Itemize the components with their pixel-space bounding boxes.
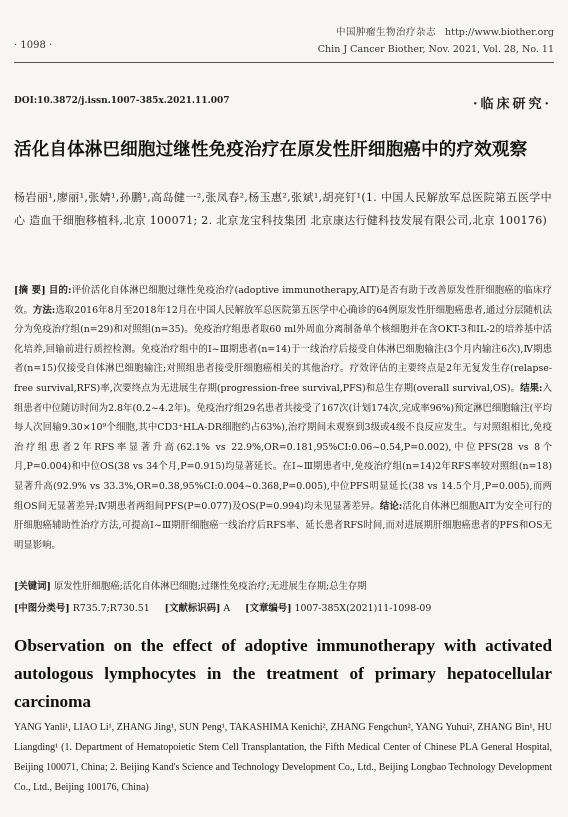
- conclusion-label: 结论:: [379, 500, 403, 512]
- conclusion-text: 活化自体淋巴细胞AIT为安全可行的肝细胞癌辅助性治疗方法,可提高Ⅰ~Ⅲ期肝细胞癌一线治疗后RFS率、延长患者RFS时间,而对进展期肝细胞癌患者的PFS和OS无明显影响。: [14, 500, 552, 551]
- page-number: · 1098 ·: [14, 40, 53, 51]
- journal-info: [318, 24, 554, 58]
- doi[interactable]: DOI:10.3872/j.issn.1007-385x.2021.11.007: [14, 96, 230, 106]
- keywords: [14, 577, 552, 597]
- methods-text: 选取2016年8月至2018年12月在中国人民解放军总医院第五医学中心确诊的64例原发性肝细胞癌患者,通过分层随机法分为免疫治疗组(n=29)和对照组(n=35)。免疫治疗组患者取60 ml外周血分离制备单个核细胞并在含OKT-3和IL-2的培养基中活化培养,回输前进行质控检测。免疫治疗组中的Ⅰ~Ⅲ期患者(n=14)于一线治疗后接受自体淋巴细胞输注(3个月内输注6次),Ⅳ期患者(n=15)仅接受自体淋巴细胞输注;对照组患者接受肝细胞癌相关的其他治疗。疗效评估的主要终点是2年无复发生存(relapse-free survival,RFS)率,次要终点为无进展生存期(progression-free survival,PFS)和总生存期(overall survival,OS)。: [14, 304, 552, 394]
- keywords-label: [关键词]: [14, 581, 51, 592]
- abstract: [14, 281, 552, 555]
- classification: [14, 599, 552, 619]
- code-value: A: [223, 603, 231, 614]
- results-label: 结果:: [520, 382, 543, 394]
- journal-name-cn: 中国肿瘤生物治疗杂志: [335, 27, 436, 38]
- abstract-label: [摘 要]: [14, 285, 46, 296]
- clc-value: R735.7;R730.51: [72, 603, 150, 614]
- authors-cn: 杨岩丽¹,廖丽¹,张婧¹,孙鹏¹,高岛健一²,张凤春²,杨玉惠²,张斌¹,胡亮钉¹(1. 中国人民解放军总医院第五医学中心 造血干细胞移植科,北京 100071; 2. 北京龙宝科技集团 北京康达行健科技发展有限公司,北京 100176): [14, 191, 552, 227]
- title-en: Observation on the effect of adoptive immunotherapy with activated autologous lymphocytes in the treatment of primary hepatocellular carcinoma: [14, 636, 552, 711]
- article-label: [文章编号]: [245, 603, 292, 614]
- results-text: 入组患者中位随访时间为2.8年(0.2~4.2年)。免疫治疗组29名患者共接受了167次(计划174次,完成率96%)预定淋巴细胞输注(平均每人次回输9.30×10⁹个细胞,其中CD3⁺HLA-DR细胞约占63%),治疗期间未观察到3级或4级不良反应发生。与对照组相比,免疫治疗组患者2年RFS率显著升高(62.1% vs 22.9%,OR=0.181,95%CI:0.06~0.54,P=0.002),中位PFS(28 vs 8个月,P=0.004)和中位OS(38 vs 34个月,P=0.915)均显著延长。在Ⅰ~Ⅲ期患者中,免疫治疗组(n=14)2年RFS率较对照组(n=18)显著升高(92.9% vs 33.3%,OR=0.38,95%CI:0.004~0.368,P=0.005),中位PFS明显延长(38 vs 14.5个月,P=0.005),而两组OS间无显著差异;Ⅳ期患者两组间PFS(P=0.077)及OS(P=0.994)均未见显著差异。: [14, 382, 552, 512]
- header-rule: [14, 62, 554, 63]
- keywords-text: 原发性肝细胞癌;活化自体淋巴细胞;过继性免疫治疗;无进展生存期;总生存期: [53, 581, 367, 592]
- journal-citation: Chin J Cancer Biother, Nov. 2021, Vol. 28, No. 11: [317, 44, 554, 55]
- objective-label: 目的:: [48, 285, 72, 296]
- objective-text: 评价活化自体淋巴细胞过继性免疫治疗(adoptive immunotherapy,AIT)是否有助于改善原发性肝细胞癌的临床疗效。: [14, 285, 552, 316]
- methods-label: 方法:: [32, 304, 56, 316]
- title-cn: 活化自体淋巴细胞过继性免疫治疗在原发性肝细胞癌中的疗效观察: [14, 140, 528, 160]
- column-label: ·临床研究·: [472, 97, 552, 112]
- article-value: 1007-385X(2021)11-1098-09: [294, 603, 432, 614]
- running-header: [14, 14, 554, 60]
- authors-en: YANG Yanli¹, LIAO Li¹, ZHANG Jing¹, SUN Peng¹, TAKASHIMA Kenichi², ZHANG Fengchun², YANG Yuhui², ZHANG Bin¹, HU Liangding¹ (1. Department of Hematopoietic Stem Cell Transplantation, the Fifth Medical Center of Chinese PLA General Hospital, Beijing 100071, China; 2. Beijing Kand's Science and Technology Development Co., Ltd., Beijing Longbao Technology Development Co., Ltd., Beijing 100176, China): [14, 722, 552, 793]
- journal-url[interactable]: http://www.biother.org: [445, 27, 554, 38]
- code-label: [文献标识码]: [164, 603, 221, 614]
- clc-label: [中图分类号]: [14, 603, 70, 614]
